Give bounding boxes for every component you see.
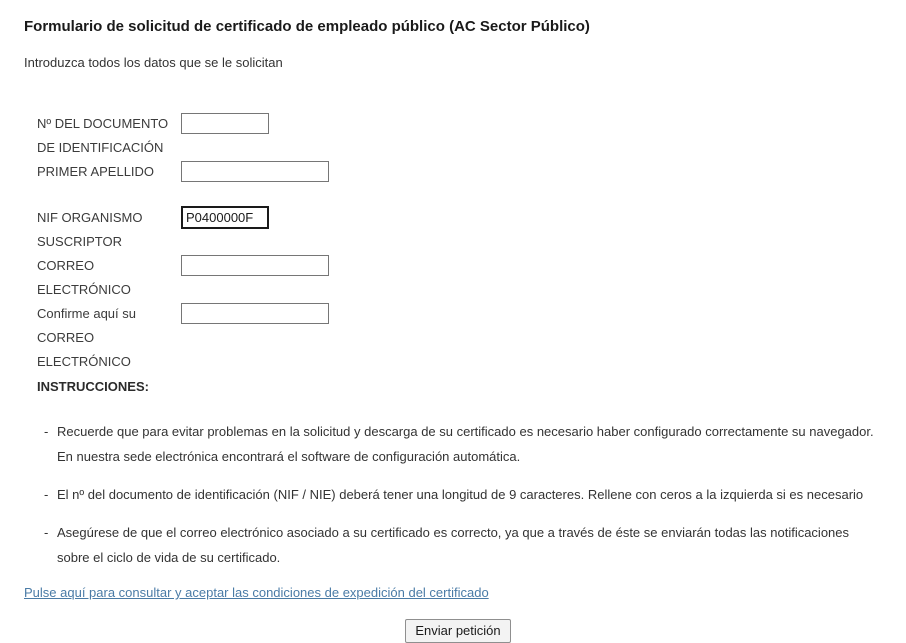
instruction-text-document-length: El nº del documento de identificación (NIF / NIE) deberá tener una longitud de 9 caracteres. Rellene con ceros a la izquierda si es necesario — [57, 487, 864, 502]
bullet-dash: - — [44, 525, 49, 540]
list-item — [44, 482, 880, 507]
button-row — [24, 619, 892, 643]
email-confirm-label: Confirme aquí su CORREO ELECTRÓNICO — [37, 306, 136, 369]
list-item — [44, 520, 880, 570]
document-number-input[interactable] — [181, 113, 269, 134]
first-surname-input[interactable] — [181, 161, 329, 182]
send-request-button[interactable]: Enviar petición — [405, 619, 510, 643]
bullet-dash: - — [44, 487, 49, 502]
organization-nif-label: NIF ORGANISMO SUSCRIPTOR — [37, 210, 143, 249]
request-form — [24, 112, 892, 374]
page-subtitle: Introduzca todos los datos que se le solicitan — [24, 55, 283, 70]
instructions-list — [24, 419, 892, 570]
conditions-link[interactable]: Pulse aquí para consultar y aceptar las condiciones de expedición del certificado — [24, 585, 489, 600]
email-confirm-input[interactable] — [181, 303, 329, 324]
bullet-dash: - — [44, 424, 49, 439]
document-number-label: Nº DEL DOCUMENTO DE IDENTIFICACIÓN — [37, 116, 169, 155]
list-item — [44, 419, 880, 469]
instruction-text-browser-config: Recuerde que para evitar problemas en la solicitud y descarga de su certificado es necesario haber configurado correctamente su navegador. En nuestra sede electrónica encontrará el software de configuración automática. — [57, 424, 874, 464]
instructions-heading: INSTRUCCIONES: — [37, 379, 149, 394]
page-title: Formulario de solicitud de certificado de empleado público (AC Sector Público) — [24, 18, 590, 35]
field-row-email — [37, 254, 892, 302]
field-row-organization-nif — [37, 206, 892, 254]
field-row-first-surname — [37, 160, 892, 206]
first-surname-label: PRIMER APELLIDO — [37, 164, 155, 179]
instruction-text-email-notifications: Asegúrese de que el correo electrónico asociado a su certificado es correcto, ya que a través de éste se enviarán todas las notificaciones sobre el ciclo de vida de su certificado. — [57, 525, 850, 565]
organization-nif-input[interactable] — [181, 206, 269, 229]
conditions-row — [24, 583, 892, 603]
email-label: CORREO ELECTRÓNICO — [37, 258, 131, 297]
field-row-document-number — [37, 112, 892, 160]
field-row-email-confirm — [37, 302, 892, 374]
email-input[interactable] — [181, 255, 329, 276]
